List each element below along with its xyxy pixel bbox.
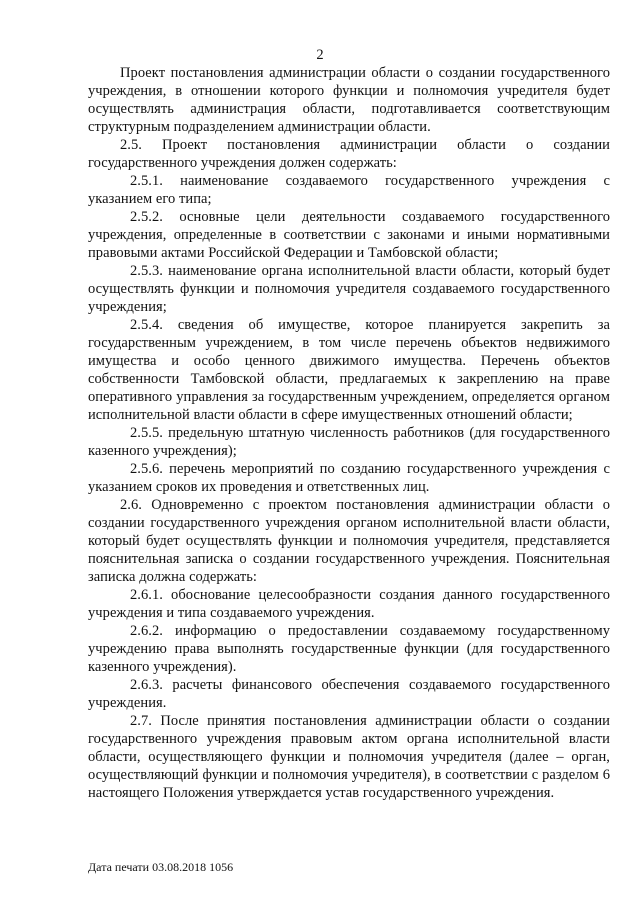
paragraph-2-6: 2.6. Одновременно с проектом постановления администрации области о создании государственного учреждения органом исполнительной власти области, который будет осуществлять функции и полномочия учредителя, представляется пояснительная записка о создании государственного учреждения. Пояснительная записка должна содержать: <box>88 497 610 585</box>
paragraph-2-5-5: 2.5.5. предельную штатную численность работников (для государственного казенного учреждения); <box>88 425 610 459</box>
paragraph-2-6-2: 2.6.2. информацию о предоставлении создаваемому государственному учреждению права выполнять государственные функции (для государственного казенного учреждения). <box>88 623 610 675</box>
paragraph-2-5-4: 2.5.4. сведения об имуществе, которое планируется закрепить за государственным учреждением, в том числе перечень объектов недвижимого имущества и особо ценного движимого имущества. Перечень объектов собственности Тамбовской области, предлагаемых к закреплению на праве оперативного управления за государственным учреждением, определяется органом исполнительной власти области в сфере имущественных отношений области; <box>88 317 610 423</box>
paragraph-intro: Проект постановления администрации области о создании государственного учреждения, в отношении которого функции и полномочия учредителя будет осуществлять администрация области, подготавливается соответствующим структурным подразделением администрации области. <box>88 65 610 135</box>
paragraph-2-7: 2.7. После принятия постановления администрации области о создании государственного учреждения правовым актом органа исполнительной власти области, осуществляющего функции и полномочия учредителя (далее – орган, осуществляющий функции и полномочия учредителя), в соответствии с разделом 6 настоящего Положения утверждается устав государственного учреждения. <box>88 713 610 801</box>
print-date-footer: Дата печати 03.08.2018 1056 <box>88 860 234 874</box>
page-number: 2 <box>316 47 324 63</box>
paragraph-2-5-3: 2.5.3. наименование органа исполнительной власти области, который будет осуществлять функции и полномочия учредителя создаваемого государственного учреждения; <box>88 263 610 315</box>
document-body <box>88 64 610 802</box>
paragraph-2-5-2: 2.5.2. основные цели деятельности создаваемого государственного учреждения, определенные в соответствии с законами и иными нормативными правовыми актами Российской Федерации и Тамбовской области; <box>88 209 610 261</box>
paragraph-2-6-1: 2.6.1. обоснование целесообразности создания данного государственного учреждения и типа создаваемого учреждения. <box>88 587 610 621</box>
paragraph-2-5-6: 2.5.6. перечень мероприятий по созданию государственного учреждения с указанием сроков их проведения и ответственных лиц. <box>88 461 610 495</box>
paragraph-2-5: 2.5. Проект постановления администрации области о создании государственного учреждения должен содержать: <box>88 137 610 171</box>
paragraph-2-6-3: 2.6.3. расчеты финансового обеспечения создаваемого государственного учреждения. <box>88 677 610 711</box>
paragraph-2-5-1: 2.5.1. наименование создаваемого государственного учреждения с указанием его типа; <box>88 173 610 207</box>
